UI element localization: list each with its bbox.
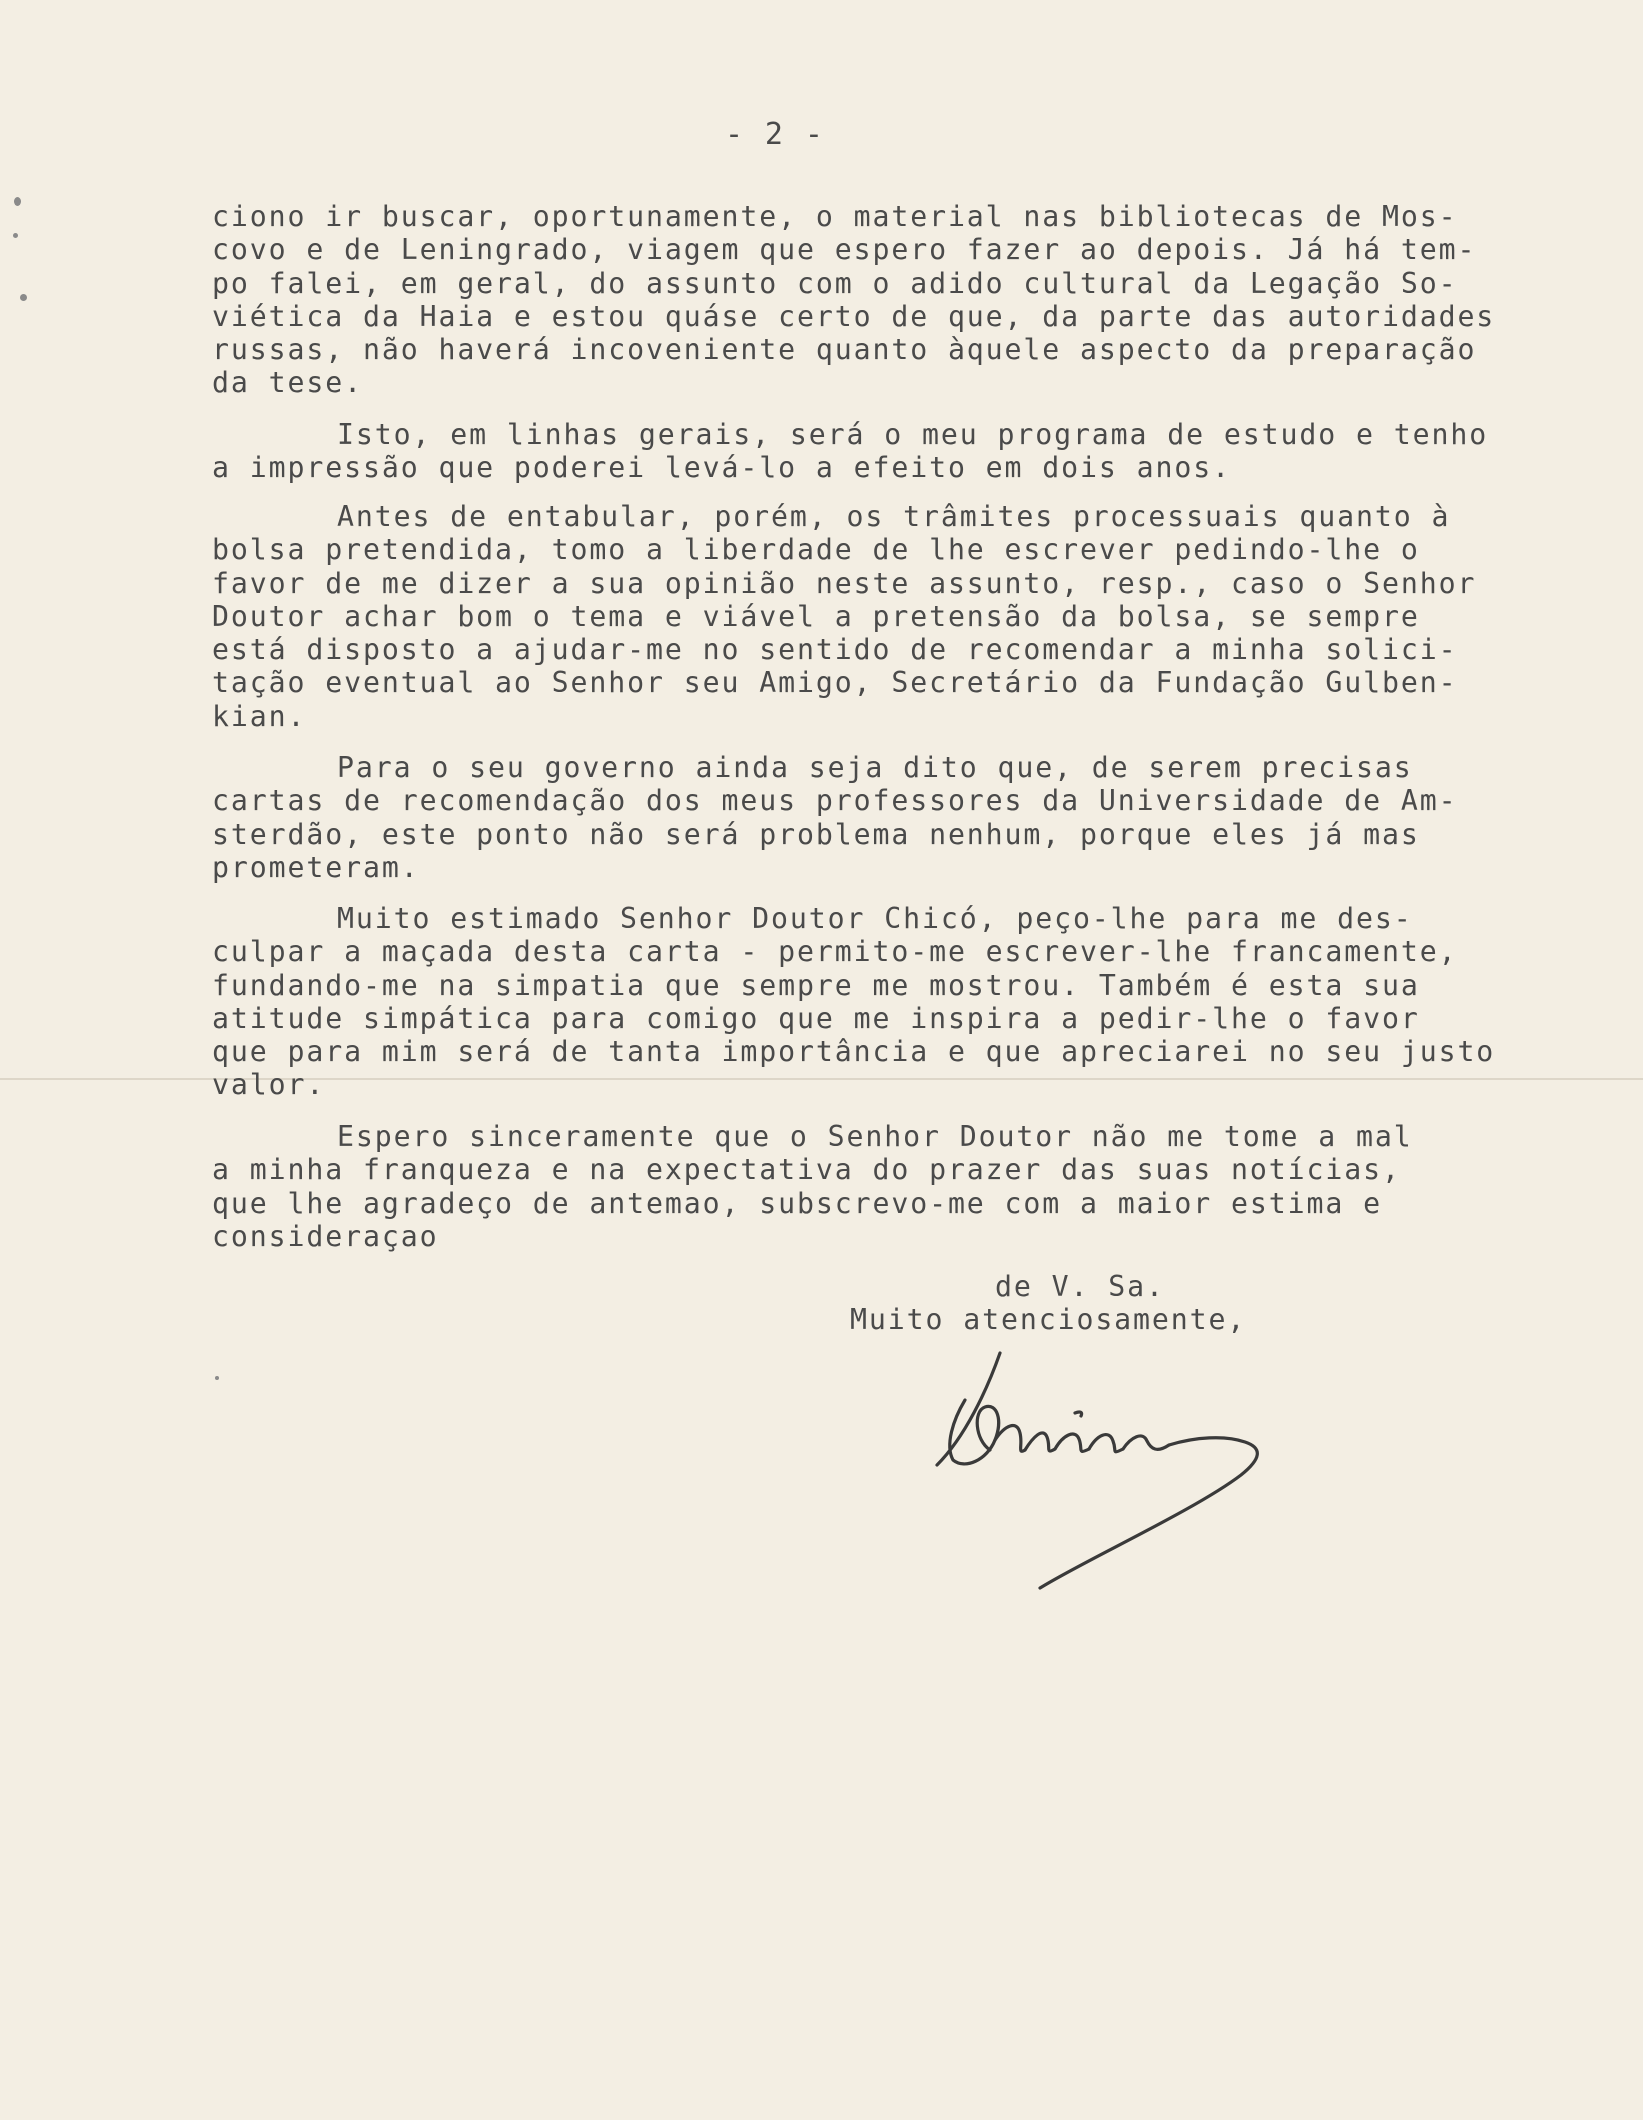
text-line: fundando-me na simpatia que sempre me mostrou. Também é esta sua: [212, 968, 1420, 1002]
paragraph-3: [212, 500, 1612, 733]
paragraph-6: [212, 1120, 1612, 1253]
text-line: Isto, em linhas gerais, será o meu programa de estudo e tenho: [337, 418, 1489, 451]
text-line: que para mim será de tanta importância e que apreciarei no seu justo: [212, 1035, 1496, 1069]
handwritten-signature: [925, 1345, 1345, 1610]
text-line: favor de me dizer a sua opinião neste assunto, resp., caso o Senhor: [212, 566, 1477, 600]
text-line: Espero sinceramente que o Senhor Doutor não me tome a mal: [337, 1120, 1413, 1153]
paragraph-1: [212, 200, 1612, 400]
text-line: bolsa pretendida, tomo a liberdade de lhe escrever pedindo-lhe o: [212, 533, 1420, 567]
text-line: Muito estimado Senhor Doutor Chicó, peço-lhe para me des-: [337, 902, 1413, 935]
margin-speck: [14, 197, 21, 206]
text-line: Doutor achar bom o tema e viável a pretensão da bolsa, se sempre: [212, 599, 1420, 633]
margin-speck: [215, 1376, 219, 1380]
text-line: kian.: [212, 699, 307, 733]
closing-salutation: de V. Sa.: [995, 1270, 1165, 1303]
text-line: está disposto a ajudar-me no sentido de recomendar a minha solici-: [212, 633, 1458, 667]
text-line: russas, não haverá incoveniente quanto àquele aspecto da preparação: [212, 333, 1477, 367]
text-line: sterdão, este ponto não será problema nenhum, porque eles já mas: [212, 817, 1420, 851]
text-line: valor.: [212, 1068, 326, 1102]
text-line: Para o seu governo ainda seja dito que, de serem precisas: [337, 751, 1413, 784]
paragraph-2: [212, 418, 1612, 485]
text-line: Antes de entabular, porém, os trâmites processuais quanto à: [337, 500, 1451, 533]
text-line: a impressão que poderei levá-lo a efeito em dois anos.: [212, 451, 1231, 485]
text-line: viética da Haia e estou quáse certo de que, da parte das autoridades: [212, 299, 1496, 333]
paragraph-4: [212, 751, 1612, 884]
margin-speck: [13, 233, 18, 238]
text-line: a minha franqueza e na expectativa do prazer das suas notícias,: [212, 1153, 1401, 1187]
text-line: tação eventual ao Senhor seu Amigo, Secretário da Fundação Gulben-: [212, 666, 1458, 700]
paragraph-5: [212, 902, 1612, 1102]
page-number: - 2 -: [725, 117, 825, 152]
text-line: atitude simpática para comigo que me inspira a pedir-lhe o favor: [212, 1001, 1420, 1035]
text-line: prometeram.: [212, 850, 420, 884]
margin-speck: [20, 294, 27, 301]
text-line: ciono ir buscar, oportunamente, o material nas bibliotecas de Mos-: [212, 200, 1458, 233]
text-line: po falei, em geral, do assunto com o adido cultural da Legação So-: [212, 266, 1458, 300]
text-line: que lhe agradeço de antemao, subscrevo-me com a maior estima e: [212, 1186, 1382, 1220]
text-line: covo e de Leningrado, viagem que espero fazer ao depois. Já há tem-: [212, 233, 1477, 267]
text-line: da tese.: [212, 366, 363, 400]
text-line: cartas de recomendação dos meus professores da Universidade de Am-: [212, 784, 1458, 818]
text-line: culpar a maçada desta carta - permito-me escrever-lhe francamente,: [212, 935, 1458, 969]
closing-sign-off: Muito atenciosamente,: [850, 1303, 1247, 1336]
text-line: consideraçao: [212, 1219, 439, 1253]
